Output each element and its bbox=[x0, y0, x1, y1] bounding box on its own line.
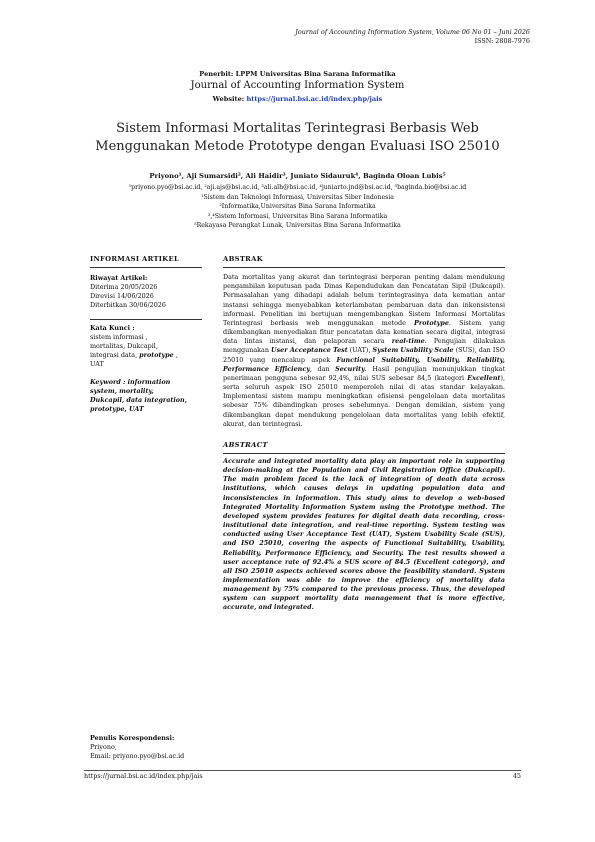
abstrak-text: . Sistem yang dikembangkan menyediakan fitur pencatatan data kematian secara digital, integrasi data lintas instansi, dan pelaporan secara bbox=[223, 318, 505, 346]
abstrak-text: Security bbox=[335, 364, 365, 373]
divider bbox=[223, 453, 505, 454]
keywords-line-4: UAT bbox=[90, 360, 104, 368]
abstrak-text: . Pengujian dilakukan menggunakan bbox=[223, 337, 505, 355]
author-emails: ¹priyono.pyo@bsi.ac.id, ²aji.ajs@bsi.ac.id, ³ali.alh@bsi.ac.id, ⁴juniarto.jnd@bsi.ac.id, ⁵baginda.bio@bsi.ac.id bbox=[128, 184, 467, 191]
paper-title bbox=[60, 120, 535, 156]
keywords-en-label: Keyword : bbox=[90, 378, 128, 386]
abstrak-text: User Acceptance Test bbox=[271, 346, 348, 355]
abstrak-heading: ABSTRAK bbox=[223, 255, 263, 263]
publisher-line: Penerbit: LPPM Universitas Bina Sarana Informatika bbox=[199, 70, 396, 78]
abstrak-text: (SUS), dan ISO 25010 yang mencakup aspek bbox=[223, 346, 505, 364]
website-link[interactable]: https://jurnal.bsi.ac.id/index.php/jais bbox=[246, 95, 383, 103]
abstract-heading: ABSTRACT bbox=[223, 440, 268, 449]
divider bbox=[90, 267, 202, 268]
correspondent-block bbox=[90, 734, 202, 761]
abstrak-text: real-time bbox=[391, 337, 425, 346]
abstrak-text: ), serta seluruh aspek ISO 25010 memperoleh nilai di atas standar kelayakan. Implementasi sistem mampu meningkatkan efisiensi pengelolaan data mortalitas sebesar 75% dibandingkan proses sebelumnya. Dengan demikian, sistem yang dikembangkan dapat mendukung pengelolaan data mortalitas yang lebih efektif, akurat, dan terintegrasi. bbox=[223, 373, 505, 428]
keywords-line-2: mortalitas, Dukcapil, bbox=[90, 342, 158, 350]
abstrak-text: Prototype bbox=[414, 318, 449, 327]
author-list: Priyono¹, Aji Sumarsidi², Ali Haidir³, Juniato Sidauruk⁴, Baginda Oloan Lubis⁵ bbox=[149, 172, 446, 180]
title-line-2: Menggunakan Metode Prototype dengan Evaluasi ISO 25010 bbox=[95, 139, 500, 154]
affiliation-3: ³,⁴Sistem Informasi, Universitas Bina Sarana Informatika bbox=[207, 212, 388, 220]
abstrak-text: . Hasil pengujian menunjukkan tingkat penerimaan pengguna sebesar 92,4%, nilai SUS sebesar 84,5 (kategori bbox=[223, 364, 505, 382]
journal-name: Journal of Accounting Information System bbox=[190, 80, 405, 91]
keywords-label: Kata Kunci : bbox=[90, 324, 135, 332]
keyword-text: information bbox=[127, 378, 171, 386]
issn-line: ISSN: 2808-7976 bbox=[474, 37, 530, 45]
correspondent-email: Email: priyono.pyo@bsi.ac.id bbox=[90, 752, 185, 760]
footer-url: https://jurnal.bsi.ac.id/index.php/jais bbox=[84, 772, 203, 780]
abstrak-body bbox=[223, 273, 505, 429]
website-line bbox=[60, 95, 535, 103]
keywords-en-line-3: Dukcapil, data integration, bbox=[90, 396, 187, 404]
correspondent-name: Priyono, bbox=[90, 743, 117, 751]
affiliation-1: ¹Sistem dan Teknologi Informasi, Universitas Siber Indonesia bbox=[200, 193, 395, 201]
abstrak-text: Data mortalitas yang akurat dan terintegrasi berperan penting dalam mendukung pengambilan keputusan pada Dinas Kependudukan dan Pencatatan Sipil (Dukcapil). Permasalahan yang dihadapi adalah belum terintegrasinya data kematian antar instansi sehingga menyebabkan keterlambatan pembaruan data dan inkonsistensi informasi. Penelitian ini bertujuan mengembangkan Sistem Informasi Mortalitas Terintegrasi berbasis web menggunakan metode bbox=[223, 273, 505, 327]
correspondent-label: Penulis Korespondensi: bbox=[90, 734, 175, 742]
keywords-en-line-1 bbox=[90, 378, 202, 387]
keywords-en-line-4: prototype, UAT bbox=[90, 405, 144, 413]
published-date: Diterbitkan 30/06/2026 bbox=[90, 301, 166, 309]
article-info-column bbox=[90, 255, 202, 414]
history-label: Riwayat Artikel: bbox=[90, 274, 148, 282]
footer-rule bbox=[84, 770, 521, 771]
page-number: 45 bbox=[512, 772, 521, 780]
received-date: Diterima 20/05/2026 bbox=[90, 283, 158, 291]
abstrak-text: System Usability Scale bbox=[372, 346, 454, 355]
divider bbox=[223, 267, 505, 268]
affiliation-block bbox=[60, 183, 535, 231]
affiliation-4: ⁵Rekayasa Perangkat Lunak, Universitas Bina Sarana Informatika bbox=[194, 222, 401, 230]
article-info-heading: INFORMASI ARTIKEL bbox=[90, 255, 180, 263]
running-header bbox=[295, 28, 530, 46]
title-line-1: Sistem Informasi Mortalitas Terintegrasi Berbasis Web bbox=[116, 121, 479, 136]
keyword-text: prototype bbox=[139, 351, 174, 359]
abstract-body: Accurate and integrated mortality data play an important role in supporting decision-making at the Population and Civil Registration Office (Dukcapil). The main problem faced is the lack of integration of death data across institutions, which causes delays in updating population data and inconsistencies in information. This study aims to develop a web-based Integrated Mortality Information System using the Prototype method. The developed system provides features for digital death data recording, cross-institutional data integration, and real-time reporting. System testing was conducted using User Acceptance Test (UAT), System Usability Scale (SUS), and ISO 25010, covering the aspects of Functional Suitability, Usability, Reliability, Performance Efficiency, and Security. The test results showed a user acceptance rate of 92.4% a SUS score of 84.5 (Excellent category), and all ISO 25010 aspects achieved scores above the feasibility standard. System implementation was able to improve the efficiency of mortality data management by 75% compared to the previous process. Thus, the developed system can support mortality data management that is more effective, accurate, and integrated. bbox=[223, 456, 505, 612]
abstrak-text: (UAT), bbox=[347, 346, 373, 355]
abstrak-text: , dan bbox=[309, 364, 336, 373]
abstrak-text: Functional Suitability, Usability, Reliability, Performance Efficiency bbox=[223, 355, 505, 373]
keywords-line-1: sistem informasi , bbox=[90, 333, 148, 341]
journal-volume-line: Journal of Accounting Information System, Volume 06 No 01 – Juni 2026 bbox=[295, 28, 530, 36]
website-label: Website: bbox=[212, 95, 247, 103]
keyword-text: integrasi data, bbox=[90, 351, 140, 359]
abstract-column bbox=[223, 255, 505, 613]
keywords-line-3 bbox=[90, 351, 202, 360]
abstrak-text: Excellent bbox=[467, 373, 501, 382]
divider bbox=[90, 319, 202, 320]
keywords-en-line-2: system, mortality, bbox=[90, 387, 154, 395]
affiliation-2: ²Informatika,Universitas Bina Sarana Informatika bbox=[219, 203, 376, 211]
keyword-text: , bbox=[173, 351, 178, 359]
revised-date: Direvisi 14/06/2026 bbox=[90, 292, 154, 300]
